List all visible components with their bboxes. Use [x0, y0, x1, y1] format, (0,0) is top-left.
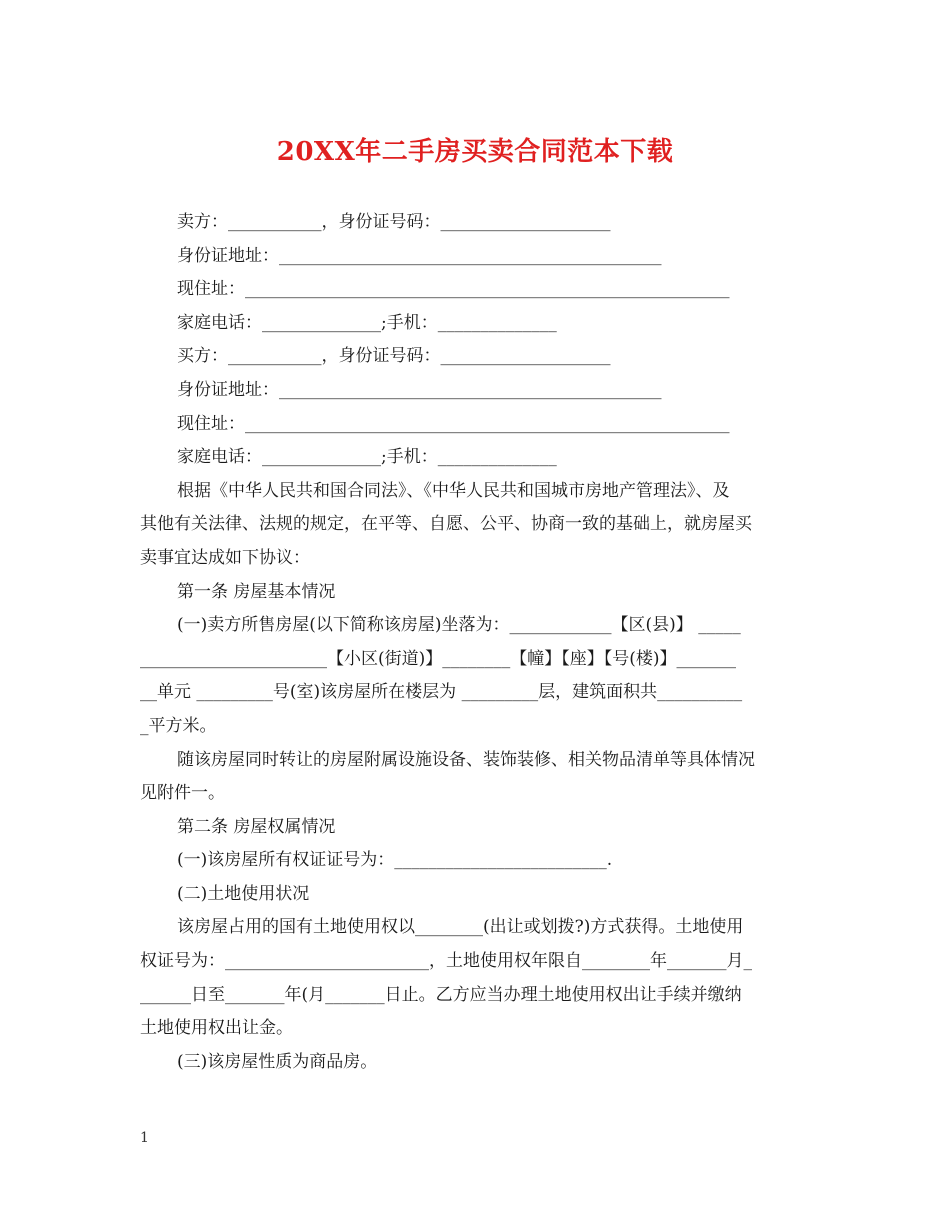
preamble-line-2: 其他有关法律、法规的规定，在平等、自愿、公平、协商一致的基础上，就房屋买 [140, 514, 752, 535]
article-1-item-1-line-2: ______________________【小区(街道)】________【幢】【座】【号(楼)】_______ [140, 648, 737, 669]
seller-phone-line: 家庭电话：______________;手机：______________ [177, 312, 557, 333]
document-title: 20XX年二手房买卖合同范本下载 [276, 137, 674, 167]
article-2-heading: 第二条 房屋权属情况 [177, 816, 336, 837]
article-1-item-1-line-3: __单元 _________号(室)该房屋所在楼层为 _________层，建筑面积共__________ [140, 682, 743, 703]
seller-name-line: 卖方：___________，身份证号码：____________________ [177, 212, 611, 232]
land-use-line-2: 权证号为：________________________，土地使用权年限自________年_______月_ [140, 951, 752, 972]
article-1-item-1-line-4: _平方米。 [140, 715, 217, 736]
attachments-line-2: 见附件一。 [140, 783, 225, 804]
article-1-heading: 第一条 房屋基本情况 [177, 581, 336, 602]
document-body [140, 206, 812, 1079]
seller-current-address-line: 现住址：_________________________________________________________ [177, 279, 730, 300]
land-use-line-1: 该房屋占用的国有土地使用权以________(出让或划拨?)方式获得。土地使用 [177, 917, 744, 938]
land-use-line-4: 土地使用权出让金。 [140, 1018, 293, 1039]
page-number: 1 [140, 1130, 149, 1146]
article-2-item-3: (三)该房屋性质为商品房。 [177, 1051, 378, 1072]
article-1-item-1-line-1: (一)卖方所售房屋(以下简称该房屋)坐落为：____________【区(县)】 _____ [177, 615, 741, 636]
buyer-id-address-line: 身份证地址：_____________________________________________ [177, 379, 662, 400]
buyer-current-address-line: 现住址：_________________________________________________________ [177, 413, 730, 434]
article-2-item-1: (一)该房屋所有权证证号为：_________________________. [177, 850, 613, 871]
preamble-line-3: 卖事宜达成如下协议： [140, 547, 310, 568]
land-use-line-3: ______日至_______年(月_______日止。乙方应当办理土地使用权出让手续并缴纳 [140, 984, 742, 1005]
buyer-name-line: 买方：___________，身份证号码：____________________ [177, 346, 611, 367]
seller-id-address-line: 身份证地址：_____________________________________________ [177, 245, 662, 266]
attachments-line-1: 随该房屋同时转让的房屋附属设施设备、装饰装修、相关物品清单等具体情况 [177, 749, 755, 770]
preamble-line-1: 根据《中华人民共和国合同法》、《中华人民共和国城市房地产管理法》、及 [177, 480, 730, 501]
buyer-phone-line: 家庭电话：______________;手机：______________ [177, 447, 557, 468]
article-2-item-2-heading: (二)土地使用状况 [177, 883, 310, 904]
